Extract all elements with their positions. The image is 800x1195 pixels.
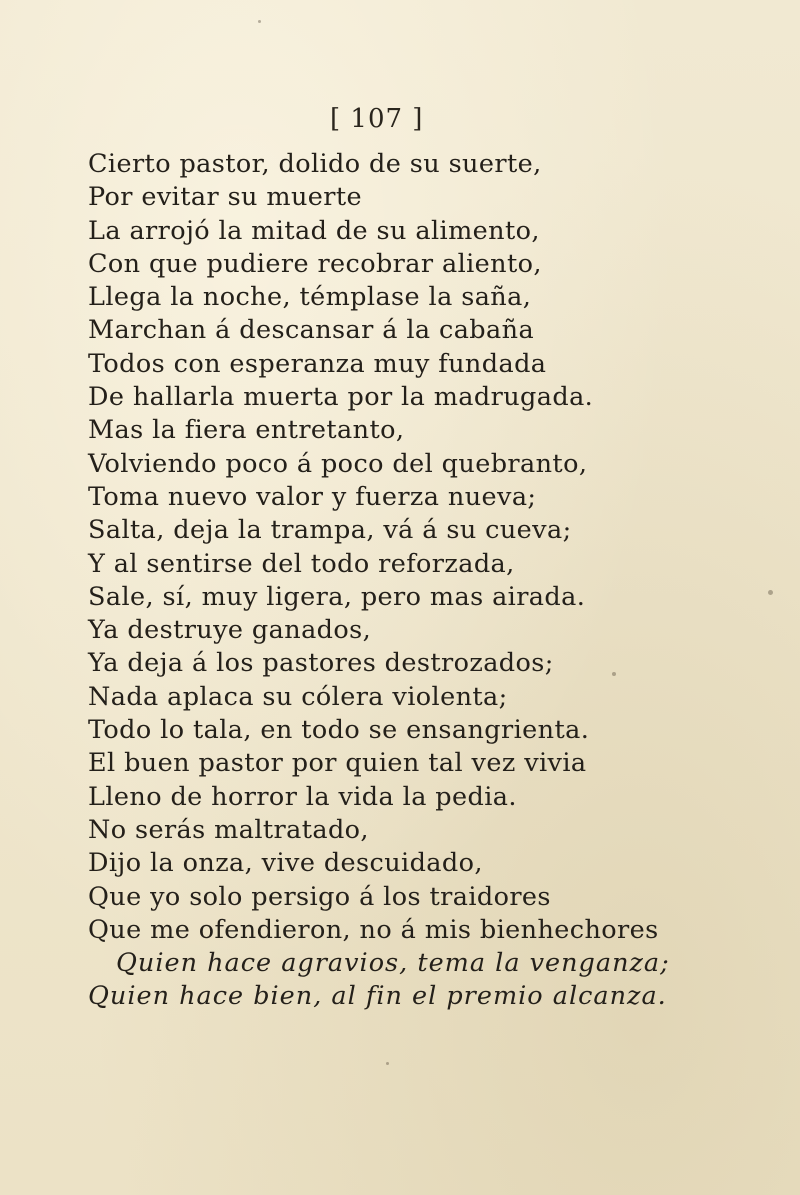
verse-line-6: Marchan á descansar á la cabaña — [88, 315, 535, 346]
verse-line-16: Ya deja á los pastores destrozados; — [88, 648, 554, 679]
verse-line-1: Cierto pastor, dolido de su suerte, — [88, 149, 542, 179]
paper-speck — [258, 20, 261, 23]
verse-line-23: Que yo solo persigo á los traidores — [88, 881, 551, 912]
verse-line-10: Volviendo poco á poco del quebranto, — [88, 448, 588, 479]
verse-line-11: Toma nuevo valor y fuerza nueva; — [88, 481, 537, 512]
verse-line-17: Nada aplaca su cólera violenta; — [88, 681, 508, 712]
paper-speck — [612, 672, 616, 676]
verse-line-24: Que me ofendieron, no á mis bienhechores — [88, 914, 659, 945]
verse-line-4: Con que pudiere recobrar aliento, — [88, 248, 542, 279]
verse-line-20: Lleno de horror la vida la pedia. — [88, 781, 517, 812]
verse-line-18: Todo lo tala, en todo se ensangrienta. — [88, 715, 590, 746]
page-number: [ 107 ] — [330, 104, 424, 134]
verse-line-9: Mas la fiera entretanto, — [88, 415, 405, 446]
verse-line-3: La arrojó la mitad de su alimento, — [88, 215, 540, 246]
paper-speck — [768, 590, 773, 595]
verse-line-19: El buen pastor por quien tal vez vivia — [88, 748, 587, 779]
verse-line-13: Y al sentirse del todo reforzada, — [88, 548, 515, 579]
verse-line-7: Todos con esperanza muy fundada — [88, 348, 547, 379]
verse-line-12: Salta, deja la trampa, vá á su cueva; — [88, 515, 572, 546]
verse-line-25: Quien hace agravios, tema la venganza; — [116, 948, 670, 979]
verse-line-14: Sale, sí, muy ligera, pero mas airada. — [88, 581, 586, 612]
verse-line-22: Dijo la onza, vive descuidado, — [88, 848, 483, 879]
poem-verse — [88, 148, 778, 1014]
paper-speck — [386, 1062, 389, 1065]
verse-line-15: Ya destruye ganados, — [88, 615, 372, 646]
verse-line-2: Por evitar su muerte — [88, 182, 363, 213]
verse-line-21: No serás maltratado, — [88, 814, 369, 845]
verse-line-8: De hallarla muerta por la madrugada. — [88, 382, 594, 413]
verse-line-5: Llega la noche, témplase la saña, — [88, 282, 532, 313]
verse-line-26: Quien hace bien, al fin el premio alcanza. — [88, 981, 667, 1012]
